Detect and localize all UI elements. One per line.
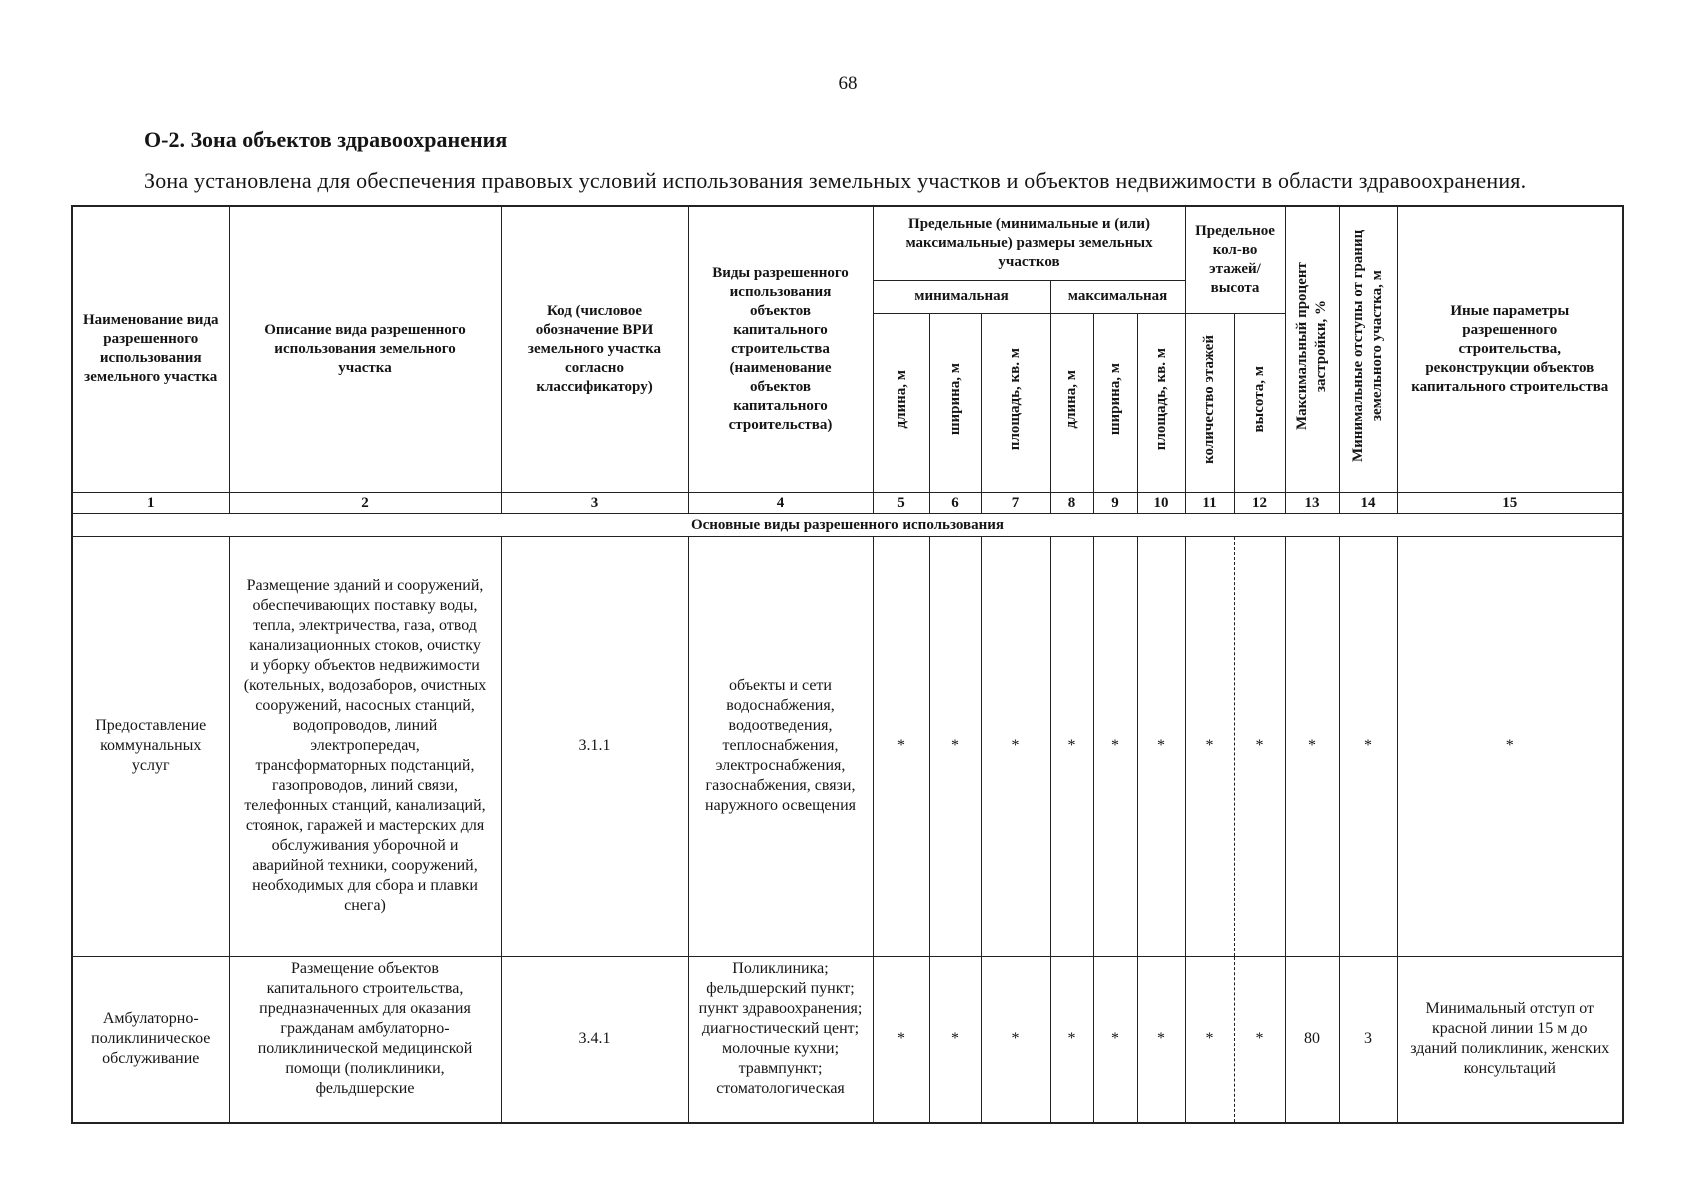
value-cell: * bbox=[929, 956, 981, 1123]
header-height: высота, м bbox=[1234, 313, 1285, 492]
value-cell: * bbox=[1185, 956, 1234, 1123]
code-cell: 3.4.1 bbox=[501, 956, 688, 1123]
code-cell: 3.1.1 bbox=[501, 536, 688, 956]
value-cell: * bbox=[1185, 536, 1234, 956]
header-use-description: Описание вида разрешенного использования земельного участка bbox=[229, 206, 501, 492]
min-setback-value: 3 bbox=[1339, 956, 1397, 1123]
use-description-cell: Размещение зданий и сооружений, обеспечивающих поставку воды, тепла, электричества, газа, отвод канализационных стоков, очистку и уборку объектов недвижимости (котельных, водозаборов, очистных сооружений, насосных станций, водопроводов, линий электропередач, трансформаторных подстанций, газопроводов, линий связи, телефонных станций, канализаций, стоянок, гаражей и мастерских для обслуживания уборочной и аварийной техники, сооружений, необходимых для сбора и плавки снега) bbox=[229, 536, 501, 956]
header-min-width: ширина, м bbox=[929, 313, 981, 492]
column-number: 12 bbox=[1234, 492, 1285, 513]
column-number: 13 bbox=[1285, 492, 1339, 513]
value-cell: * bbox=[981, 956, 1050, 1123]
use-name-cell: Предоставление коммунальных услуг bbox=[72, 536, 229, 956]
column-number: 6 bbox=[929, 492, 981, 513]
header-min-setbacks: Минимальные отступы от границ земельного участка, м bbox=[1339, 206, 1397, 492]
header-max-area: площадь, кв. м bbox=[1137, 313, 1185, 492]
column-number: 11 bbox=[1185, 492, 1234, 513]
header-min-length: длина, м bbox=[873, 313, 929, 492]
header-min-group: минимальная bbox=[873, 280, 1050, 313]
column-number: 5 bbox=[873, 492, 929, 513]
value-cell: * bbox=[1050, 956, 1093, 1123]
value-cell: * bbox=[1093, 956, 1137, 1123]
value-cell: * bbox=[1137, 536, 1185, 956]
value-cell: * bbox=[1093, 536, 1137, 956]
header-min-area: площадь, кв. м bbox=[981, 313, 1050, 492]
column-number-row bbox=[72, 492, 1623, 513]
value-cell: * bbox=[929, 536, 981, 956]
column-number: 2 bbox=[229, 492, 501, 513]
building-uses-cell: Поликлиника; фельдшерский пункт; пункт здравоохранения; диагностический цент; молочные кухни; травмпункт; стоматологическая bbox=[688, 956, 873, 1123]
use-name-cell: Амбулаторно-поликлиническое обслуживание bbox=[72, 956, 229, 1123]
land-use-table bbox=[71, 205, 1624, 1124]
table-row bbox=[72, 536, 1623, 956]
value-cell: * bbox=[1234, 536, 1285, 956]
zone-intro-paragraph: Зона установлена для обеспечения правовых условий использования земельных участков и объектов недвижимости в области здравоохранения. bbox=[144, 168, 1527, 193]
value-cell: * bbox=[1234, 956, 1285, 1123]
value-cell: * bbox=[981, 536, 1050, 956]
header-floors-count: количество этажей bbox=[1185, 313, 1234, 492]
column-number: 4 bbox=[688, 492, 873, 513]
value-cell: * bbox=[1050, 536, 1093, 956]
page-number: 68 bbox=[838, 73, 858, 94]
value-cell: * bbox=[873, 956, 929, 1123]
other-params-cell: * bbox=[1397, 536, 1623, 956]
value-cell: * bbox=[1285, 536, 1339, 956]
table-row bbox=[72, 956, 1623, 1123]
column-number: 9 bbox=[1093, 492, 1137, 513]
section-row bbox=[72, 513, 1623, 536]
use-description-cell: Размещение объектов капитального строительства, предназначенных для оказания гражданам амбулаторно-поликлинической медицинской помощи (поликлиники, фельдшерские bbox=[229, 956, 501, 1123]
header-row-groups bbox=[72, 206, 1623, 280]
header-building-uses: Виды разрешенного использования объектов капитального строительства (наименование объектов капитального строительства) bbox=[688, 206, 873, 492]
zone-heading: О-2. Зона объектов здравоохранения bbox=[144, 127, 508, 152]
header-other-params: Иные параметры разрешенного строительства, реконструкции объектов капитального строительства bbox=[1397, 206, 1623, 492]
value-cell: * bbox=[1137, 956, 1185, 1123]
section-title: Основные виды разрешенного использования bbox=[72, 513, 1623, 536]
column-number: 15 bbox=[1397, 492, 1623, 513]
column-number: 10 bbox=[1137, 492, 1185, 513]
column-number: 1 bbox=[72, 492, 229, 513]
value-cell: * bbox=[873, 536, 929, 956]
other-params-cell: Минимальный отступ от красной линии 15 м до зданий поликлиник, женских консультаций bbox=[1397, 956, 1623, 1123]
max-coverage-value: 80 bbox=[1285, 956, 1339, 1123]
building-uses-cell: объекты и сети водоснабжения, водоотведения, теплоснабжения, электроснабжения, газоснабжения, связи, наружного освещения bbox=[688, 536, 873, 956]
header-code: Код (числовое обозначение ВРИ земельного участка согласно классификатору) bbox=[501, 206, 688, 492]
header-max-width: ширина, м bbox=[1093, 313, 1137, 492]
header-max-length: длина, м bbox=[1050, 313, 1093, 492]
column-number: 3 bbox=[501, 492, 688, 513]
value-cell: * bbox=[1339, 536, 1397, 956]
column-number: 14 bbox=[1339, 492, 1397, 513]
header-use-name: Наименование вида разрешенного использования земельного участка bbox=[72, 206, 229, 492]
column-number: 8 bbox=[1050, 492, 1093, 513]
header-size-group: Предельные (минимальные и (или) максимальные) размеры земельных участков bbox=[873, 206, 1185, 280]
column-number: 7 bbox=[981, 492, 1050, 513]
header-max-coverage: Максимальный процент застройки, % bbox=[1285, 206, 1339, 492]
header-max-group: максимальная bbox=[1050, 280, 1185, 313]
header-floors-group: Предельное кол-во этажей/ высота bbox=[1185, 206, 1285, 313]
